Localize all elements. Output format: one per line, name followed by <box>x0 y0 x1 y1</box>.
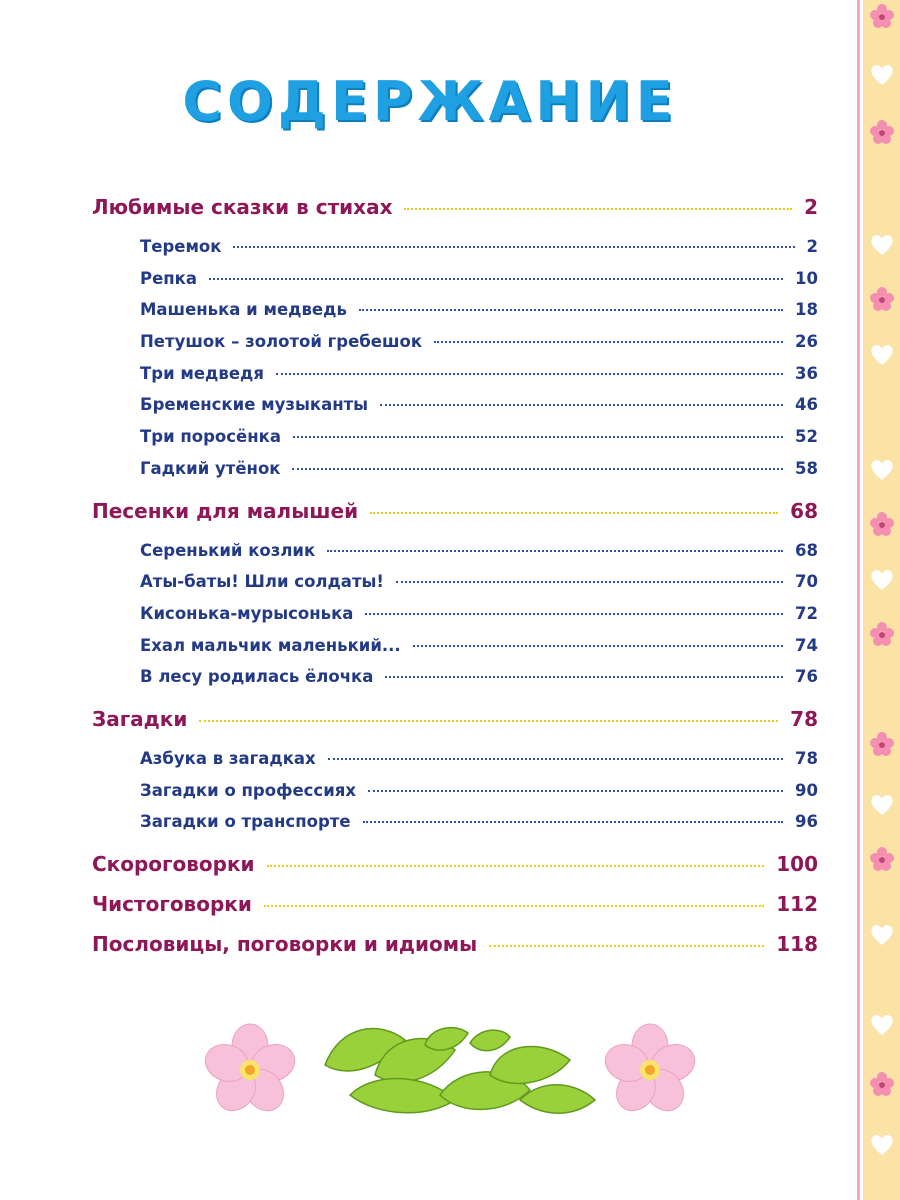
dot-leader <box>368 790 783 792</box>
flower-icon <box>868 845 896 873</box>
toc-section-title: Скороговорки <box>92 852 255 876</box>
heart-icon <box>868 565 896 593</box>
toc-item-row[interactable] <box>92 364 818 396</box>
toc-item-title: Три поросёнка <box>140 427 281 447</box>
toc-item-title: Аты-баты! Шли солдаты! <box>140 572 384 592</box>
toc-item-row[interactable] <box>92 541 818 573</box>
page-number: 78 <box>795 748 818 768</box>
heart-icon <box>868 1010 896 1038</box>
page-number: 100 <box>776 852 818 876</box>
toc-item-title: Загадки о транспорте <box>140 812 351 832</box>
spacer <box>92 699 818 707</box>
dot-leader <box>489 945 764 947</box>
toc-section-title: Чистоговорки <box>92 892 252 916</box>
toc-item-row[interactable] <box>92 781 818 813</box>
heart-icon <box>868 455 896 483</box>
toc-section-row[interactable] <box>92 499 818 531</box>
dot-leader <box>380 404 783 406</box>
page-number: 2 <box>804 195 818 219</box>
spacer <box>92 924 818 932</box>
toc-item-row[interactable] <box>92 604 818 636</box>
toc-item-title: Машенька и медведь <box>140 300 347 320</box>
page-number: 96 <box>795 812 818 832</box>
toc-item-title: Гадкий утёнок <box>140 458 281 478</box>
dot-leader <box>293 436 783 438</box>
toc-item-title: В лесу родилась ёлочка <box>140 667 374 687</box>
dot-leader <box>363 821 784 823</box>
page-number: 112 <box>776 892 818 916</box>
toc-item-row[interactable] <box>92 427 818 459</box>
toc-item-row[interactable] <box>92 572 818 604</box>
table-of-contents <box>92 195 818 972</box>
toc-item-row[interactable] <box>92 237 818 269</box>
flower-icon <box>868 620 896 648</box>
page-number: 74 <box>795 635 818 655</box>
toc-item-title: Бременские музыканты <box>140 395 369 415</box>
dot-leader <box>267 865 765 867</box>
dot-leader <box>264 905 764 907</box>
toc-section-row[interactable] <box>92 852 818 884</box>
toc-item-row[interactable] <box>92 636 818 668</box>
page-number: 70 <box>795 572 818 592</box>
heart-icon <box>868 340 896 368</box>
dot-leader <box>396 581 783 583</box>
toc-section-row[interactable] <box>92 892 818 924</box>
pink-flower-icon <box>201 1024 300 1118</box>
page-title: СОДЕРЖАНИЕ <box>182 70 678 133</box>
page-number: 68 <box>790 498 818 523</box>
dot-leader <box>327 550 783 552</box>
dot-leader <box>404 208 792 210</box>
toc-item-row[interactable] <box>92 812 818 844</box>
dot-leader <box>233 246 794 248</box>
dot-leader <box>292 468 783 470</box>
page-number: 58 <box>795 458 818 478</box>
page-number: 18 <box>795 300 818 320</box>
spacer <box>92 227 818 237</box>
heart-icon <box>868 790 896 818</box>
toc-section-title: Песенки для малышей <box>92 498 359 523</box>
dot-leader <box>209 278 783 280</box>
toc-item-title: Загадки о профессиях <box>140 780 356 800</box>
toc-section-title: Загадки <box>92 706 188 731</box>
dot-leader <box>434 341 783 343</box>
toc-item-row[interactable] <box>92 667 818 699</box>
dot-leader <box>276 373 783 375</box>
page-number: 68 <box>795 540 818 560</box>
page-number: 36 <box>795 363 818 383</box>
page-number: 10 <box>795 268 818 288</box>
toc-item-title: Петушок – золотой гребешок <box>140 332 423 352</box>
dot-leader <box>365 613 783 615</box>
page-number: 52 <box>795 427 818 447</box>
dot-leader <box>199 720 778 722</box>
page-number: 76 <box>795 667 818 687</box>
toc-item-title: Серенький козлик <box>140 540 316 560</box>
toc-item-title: Кисонька-мурысонька <box>140 603 354 623</box>
toc-item-row[interactable] <box>92 459 818 491</box>
green-leaves-icon <box>325 1028 595 1114</box>
toc-item-row[interactable] <box>92 332 818 364</box>
spacer <box>92 739 818 749</box>
dot-leader <box>370 512 778 514</box>
spacer <box>92 844 818 852</box>
toc-item-row[interactable] <box>92 269 818 301</box>
page-number: 78 <box>790 706 818 731</box>
toc-item-row[interactable] <box>92 395 818 427</box>
spacer <box>92 491 818 499</box>
heart-icon <box>868 1130 896 1158</box>
page-number: 72 <box>795 603 818 623</box>
page-number: 90 <box>795 780 818 800</box>
toc-item-title: Ехал мальчик маленький... <box>140 635 401 655</box>
page-number: 118 <box>776 932 818 956</box>
toc-item-row[interactable] <box>92 300 818 332</box>
toc-section-row[interactable] <box>92 932 818 964</box>
dot-leader <box>359 309 783 311</box>
page-number: 46 <box>795 395 818 415</box>
toc-item-title: Три медведя <box>140 363 264 383</box>
toc-item-title: Репка <box>140 268 198 288</box>
flower-icon <box>868 285 896 313</box>
toc-section-row[interactable] <box>92 707 818 739</box>
dot-leader <box>328 758 783 760</box>
footer-decoration <box>200 1015 700 1125</box>
spacer <box>92 884 818 892</box>
toc-section-row[interactable] <box>92 195 818 227</box>
page-number: 26 <box>795 332 818 352</box>
flower-icon <box>868 730 896 758</box>
decorative-side-strip <box>857 0 900 1200</box>
flower-icon <box>868 510 896 538</box>
pink-flower-icon <box>601 1024 700 1118</box>
dot-leader <box>385 676 783 678</box>
toc-section-title: Пословицы, поговорки и идиомы <box>92 932 478 956</box>
toc-item-title: Азбука в загадках <box>140 748 316 768</box>
flower-icon <box>868 118 896 146</box>
heart-icon <box>868 920 896 948</box>
heart-icon <box>868 60 896 88</box>
toc-item-row[interactable] <box>92 749 818 781</box>
spacer <box>92 531 818 541</box>
heart-icon <box>868 230 896 258</box>
flower-icon <box>868 2 896 30</box>
spacer <box>92 964 818 972</box>
page-number: 2 <box>806 237 818 256</box>
dot-leader <box>413 645 783 647</box>
toc-item-title: Теремок <box>140 237 222 256</box>
toc-section-title: Любимые сказки в стихах <box>92 195 393 219</box>
flower-icon <box>868 1070 896 1098</box>
